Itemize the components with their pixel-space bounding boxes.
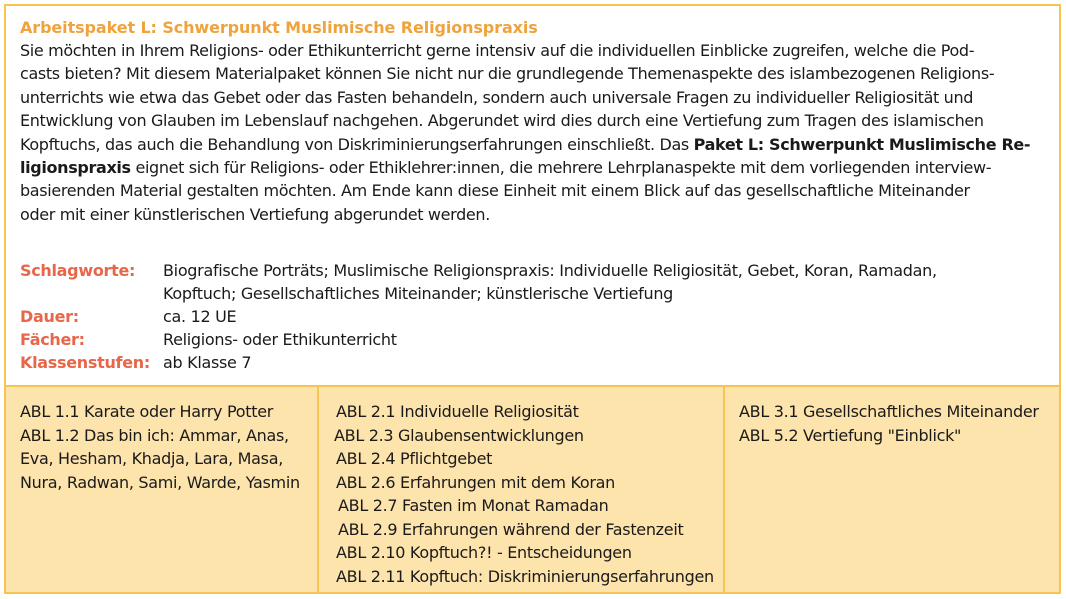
grades-label: Klassenstufen: [20,353,150,372]
keywords-label: Schlagworte: [20,261,136,280]
package-title: Arbeitspaket L: Schwerpunkt Muslimische Religionspraxis [20,18,538,37]
worksheet-item: ABL 5.2 Vertiefung "Einblick" [739,425,962,445]
description-line: basierenden Material gestalten möchten. Am Ende kann diese Einheit mit einem Blick auf das gesellschaftliche Miteinander [20,181,970,201]
package-name-emphasis-cont: ligionspraxis [20,158,131,178]
worksheet-item: ABL 2.6 Erfahrungen mit dem Koran [336,472,615,492]
keywords-value-cont: Kopftuch; Gesellschaftliches Miteinander; künstlerische Vertiefung [163,284,674,303]
description-text: eignet sich für Religions- oder Ethiklehrer:innen, die mehrere Lehrplanaspekte mit dem vorliegenden interview- [130,158,992,178]
worksheet-item: ABL 1.1 Karate oder Harry Potter [20,402,274,421]
package-description [20,39,1050,226]
worksheet-column-3 [725,387,1059,592]
description-line: unterrichts wie etwa das Gebet oder das Fasten behandeln, sondern auch universale Fragen zu individueller Religiosität und [20,87,974,107]
worksheet-item: Nura, Radwan, Sami, Warde, Yasmin [20,472,300,492]
description-line: Sie möchten in Ihrem Religions- oder Ethikunterricht gerne intensiv auf die individuellen Einblicke zugreifen, welche die Pod- [20,41,975,60]
worksheet-item: ABL 2.11 Kopftuch: Diskriminierungserfahrungen [336,566,714,586]
keywords-value: Biografische Porträts; Muslimische Religionspraxis: Individuelle Religiosität, Gebet, Koran, Ramadan, [163,261,937,280]
description-line: Entwicklung von Glauben im Lebenslauf nachgehen. Abgerundet wird dies durch eine Vertiefung zum Tragen des islamischen [20,111,984,131]
worksheet-panel [6,385,1059,592]
package-name-emphasis: Paket L: Schwerpunkt Muslimische Re- [693,134,1031,154]
worksheet-item: ABL 2.4 Pflichtgebet [336,449,493,468]
description-line: oder mit einer künstlerischen Vertiefung abgerundet werden. [20,204,490,224]
worksheet-item: ABL 2.9 Erfahrungen während der Fastenzeit [338,519,684,539]
worksheet-item: ABL 2.1 Individuelle Religiosität [336,402,579,421]
worksheet-item: Eva, Hesham, Khadja, Lara, Masa, [20,449,283,468]
description-text: Kopftuchs, das auch die Behandlung von Diskriminierungserfahrungen einschließt. Das [20,134,694,154]
grades-value: ab Klasse 7 [163,353,252,372]
worksheet-item: ABL 2.10 Kopftuch?! - Entscheidungen [336,543,632,562]
worksheet-item: ABL 2.3 Glaubensentwicklungen [334,425,584,445]
worksheet-item: ABL 1.2 Das bin ich: Ammar, Anas, [20,425,289,445]
duration-label: Dauer: [20,307,79,326]
package-overview [6,6,1059,385]
duration-value: ca. 12 UE [163,307,237,326]
worksheet-column-2 [319,387,725,592]
worksheet-item: ABL 3.1 Gesellschaftliches Miteinander [739,402,1039,421]
subjects-value: Religions- oder Ethikunterricht [163,330,397,349]
worksheet-column-1 [6,387,319,592]
subjects-label: Fächer: [20,330,85,349]
description-line [20,156,1050,179]
worksheet-item: ABL 2.7 Fasten im Monat Ramadan [338,496,609,515]
description-line [20,133,1050,156]
package-card [4,4,1061,594]
description-line: casts bieten? Mit diesem Materialpaket können Sie nicht nur die grundlegende Themenaspekte des islambezogenen Religions- [20,64,995,84]
